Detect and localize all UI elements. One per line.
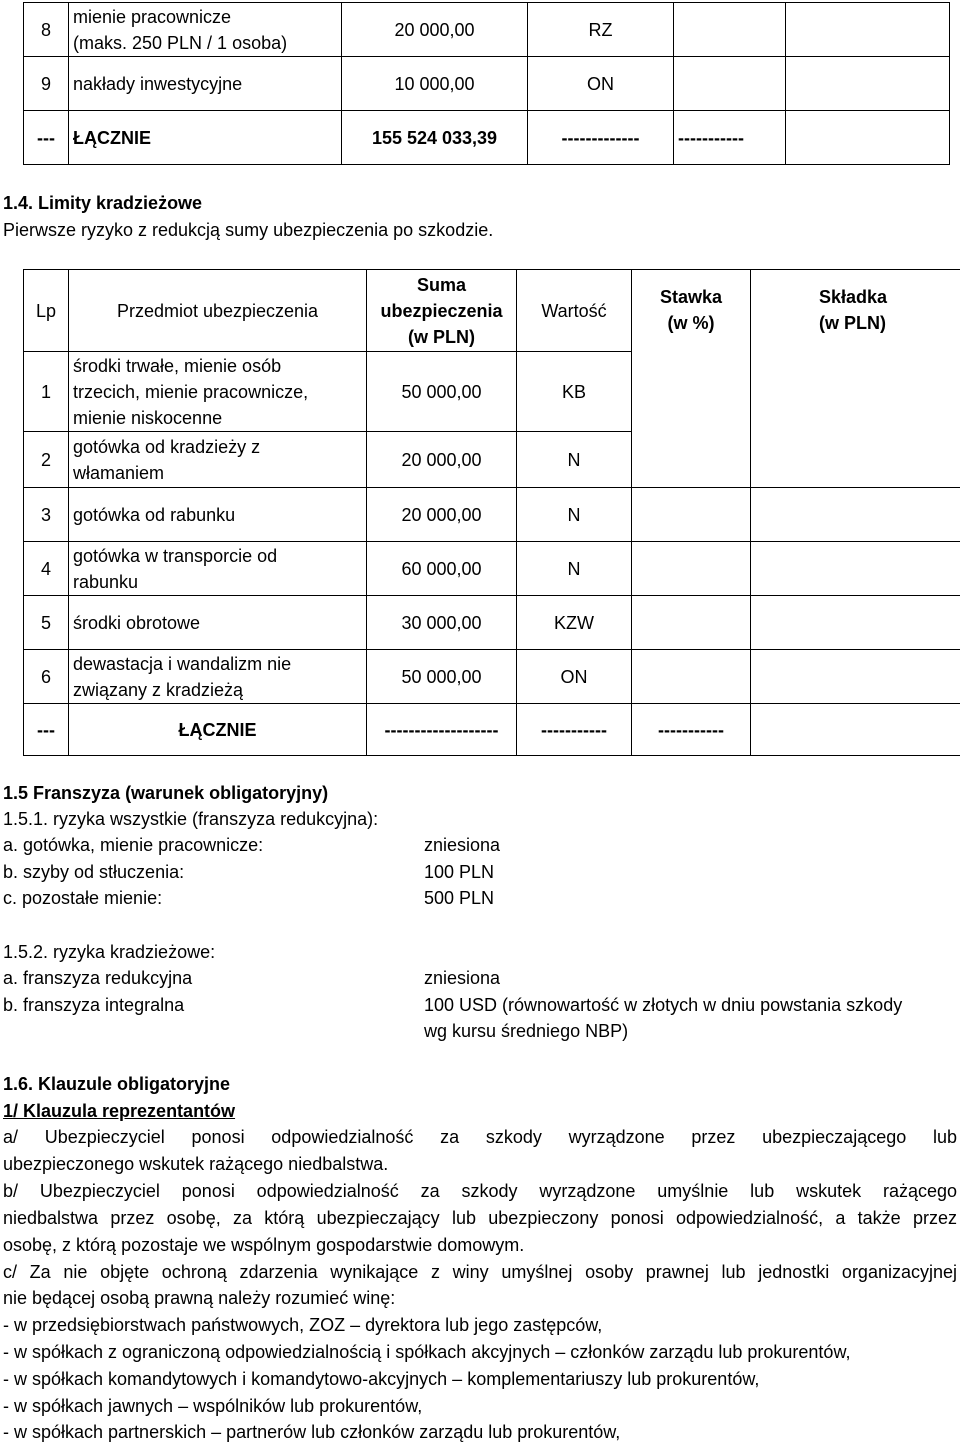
empty-cell: [632, 650, 751, 704]
lp-cell: 2: [24, 432, 69, 488]
deductible-value: zniesiona: [424, 965, 500, 991]
clause-title: 1/ Klauzula reprezentantów: [3, 1098, 235, 1124]
item-line: dewastacja i wandalizm nie: [73, 651, 362, 677]
table-row: [24, 542, 960, 596]
item-line: włamaniem: [73, 460, 362, 486]
total-extra: -----------: [674, 111, 786, 165]
header-line: ubezpieczenia: [371, 298, 512, 324]
header-line: (w %): [636, 310, 746, 336]
total-value: -------------: [528, 111, 674, 165]
list-item: - w spółkach partnerskich – partnerów lub członków zarządu lub prokurentów,: [3, 1419, 620, 1445]
lp-cell: 4: [24, 542, 69, 596]
total-row: [24, 111, 950, 165]
clause-paragraph: osobę, z którą pozostaje we wspólnym gospodarstwie domowym.: [3, 1232, 524, 1258]
sum-cell: 10 000,00: [342, 57, 528, 111]
item-line: związany z kradzieżą: [73, 677, 362, 703]
list-item: - w spółkach jawnych – wspólników lub prokurentów,: [3, 1393, 422, 1419]
deductible-label: a. franszyza redukcyjna: [3, 965, 192, 991]
header-sum: [367, 270, 517, 352]
theft-limits-table: [23, 269, 960, 756]
header-premium: [751, 270, 960, 488]
deductible-value: 500 PLN: [424, 885, 494, 911]
clause-paragraph: nie będącej osobą prawną należy rozumieć winę:: [3, 1285, 395, 1311]
clause-paragraph: a/ Ubezpieczyciel ponosi odpowiedzialność za szkody wyrządzone przez ubezpieczającego lub: [3, 1124, 957, 1150]
sum-cell: 60 000,00: [367, 542, 517, 596]
lp-cell: 8: [24, 3, 69, 57]
value-cell: N: [517, 542, 632, 596]
empty-cell: [786, 3, 950, 57]
empty-cell: [751, 650, 960, 704]
value-cell: RZ: [528, 3, 674, 57]
clause-paragraph: ubezpieczonego wskutek rażącego niedbalstwa.: [3, 1151, 388, 1177]
clause-paragraph: c/ Za nie objęte ochroną zdarzenia wynikające z winy umyślnej osoby prawnej lub jednostki organizacyjnej: [3, 1259, 957, 1285]
table-row: [24, 596, 960, 650]
header-line: Składka: [819, 284, 960, 310]
value-cell: KB: [517, 352, 632, 432]
empty-cell: [632, 542, 751, 596]
empty-cell: [751, 542, 960, 596]
empty-cell: [786, 111, 950, 165]
item-cell: [69, 542, 367, 596]
empty-cell: [751, 596, 960, 650]
header-line: Stawka: [636, 284, 746, 310]
item-cell: [69, 3, 342, 57]
deductible-value: zniesiona: [424, 832, 500, 858]
item-line: rabunku: [73, 569, 362, 595]
item-cell: [69, 432, 367, 488]
table-row: [24, 3, 950, 57]
sum-cell: 30 000,00: [367, 596, 517, 650]
lp-cell: ---: [24, 111, 69, 165]
subsection-title: 1.5.2. ryzyka kradzieżowe:: [3, 939, 215, 965]
deductible-label: b. franszyza integralna: [3, 992, 184, 1018]
value-cell: ON: [528, 57, 674, 111]
deductible-value-cont: wg kursu średniego NBP): [424, 1018, 628, 1044]
total-row: [24, 704, 960, 756]
section-title: 1.5 Franszyza (warunek obligatoryjny): [3, 780, 328, 806]
header-line: (w PLN): [371, 324, 512, 350]
empty-cell: [751, 488, 960, 542]
total-rate: -----------: [632, 704, 751, 756]
item-line: środki trwałe, mienie osób: [73, 353, 362, 379]
item-line: mienie pracownicze: [73, 4, 337, 30]
sum-cell: 20 000,00: [367, 488, 517, 542]
list-item: - w spółkach komandytowych i komandytowo-akcyjnych – komplementariuszy lub prokurentów,: [3, 1366, 759, 1392]
section-title: 1.6. Klauzule obligatoryjne: [3, 1071, 230, 1097]
header-rate: [632, 270, 751, 488]
item-cell: gotówka od rabunku: [69, 488, 367, 542]
total-sum: -------------------: [367, 704, 517, 756]
deductible-value: 100 PLN: [424, 859, 494, 885]
empty-cell: [751, 704, 960, 756]
header-row: [24, 270, 960, 352]
value-cell: N: [517, 488, 632, 542]
header-item: Przedmiot ubezpieczenia: [69, 270, 367, 352]
list-item: - w spółkach z ograniczoną odpowiedzialnością i spółkach akcyjnych – członków zarządu lub prokurentów,: [3, 1339, 850, 1365]
header-lp: Lp: [24, 270, 69, 352]
header-value: Wartość: [517, 270, 632, 352]
subsection-title: 1.5.1. ryzyka wszystkie (franszyza redukcyjna):: [3, 806, 378, 832]
sum-cell: 20 000,00: [367, 432, 517, 488]
lp-cell: 1: [24, 352, 69, 432]
deductible-label: b. szyby od stłuczenia:: [3, 859, 184, 885]
item-line: (maks. 250 PLN / 1 osoba): [73, 30, 337, 56]
empty-cell: [674, 57, 786, 111]
sum-cell: 20 000,00: [342, 3, 528, 57]
empty-cell: [632, 596, 751, 650]
sum-cell: 50 000,00: [367, 352, 517, 432]
deductible-value: 100 USD (równowartość w złotych w dniu powstania szkody: [424, 992, 902, 1018]
list-item: - w przedsiębiorstwach państwowych, ZOZ – dyrektora lub jego zastępców,: [3, 1312, 602, 1338]
item-cell: [69, 650, 367, 704]
lp-cell: 3: [24, 488, 69, 542]
lp-cell: 9: [24, 57, 69, 111]
total-label: ŁĄCZNIE: [69, 704, 367, 756]
total-sum: 155 524 033,39: [342, 111, 528, 165]
section-title: 1.4. Limity kradzieżowe: [3, 190, 202, 216]
value-cell: N: [517, 432, 632, 488]
lp-cell: 6: [24, 650, 69, 704]
item-cell: nakłady inwestycyjne: [69, 57, 342, 111]
item-cell: [69, 352, 367, 432]
limits-table-continuation: [23, 2, 950, 165]
clause-paragraph: b/ Ubezpieczyciel ponosi odpowiedzialność za szkody wyrządzone umyślnie lub wskutek rażącego: [3, 1178, 957, 1204]
empty-cell: [786, 57, 950, 111]
empty-cell: [674, 3, 786, 57]
lp-cell: ---: [24, 704, 69, 756]
clause-paragraph: niedbalstwa przez osobę, za którą ubezpieczający lub ubezpieczony ponosi odpowiedzialność, a także przez: [3, 1205, 957, 1231]
table-row: [24, 488, 960, 542]
value-cell: ON: [517, 650, 632, 704]
item-line: gotówka w transporcie od: [73, 543, 362, 569]
header-line: Suma: [371, 272, 512, 298]
item-line: trzecich, mienie pracownicze,: [73, 379, 362, 405]
item-cell: środki obrotowe: [69, 596, 367, 650]
lp-cell: 5: [24, 596, 69, 650]
sum-cell: 50 000,00: [367, 650, 517, 704]
deductible-label: c. pozostałe mienie:: [3, 885, 162, 911]
deductible-label: a. gotówka, mienie pracownicze:: [3, 832, 263, 858]
empty-cell: [632, 488, 751, 542]
table-row: [24, 650, 960, 704]
value-cell: KZW: [517, 596, 632, 650]
header-line: (w PLN): [819, 310, 960, 336]
total-value: -----------: [517, 704, 632, 756]
item-line: mienie niskocenne: [73, 405, 362, 431]
total-label: ŁĄCZNIE: [69, 111, 342, 165]
item-line: gotówka od kradzieży z: [73, 434, 362, 460]
table-row: [24, 57, 950, 111]
section-subtitle: Pierwsze ryzyko z redukcją sumy ubezpieczenia po szkodzie.: [3, 217, 493, 243]
